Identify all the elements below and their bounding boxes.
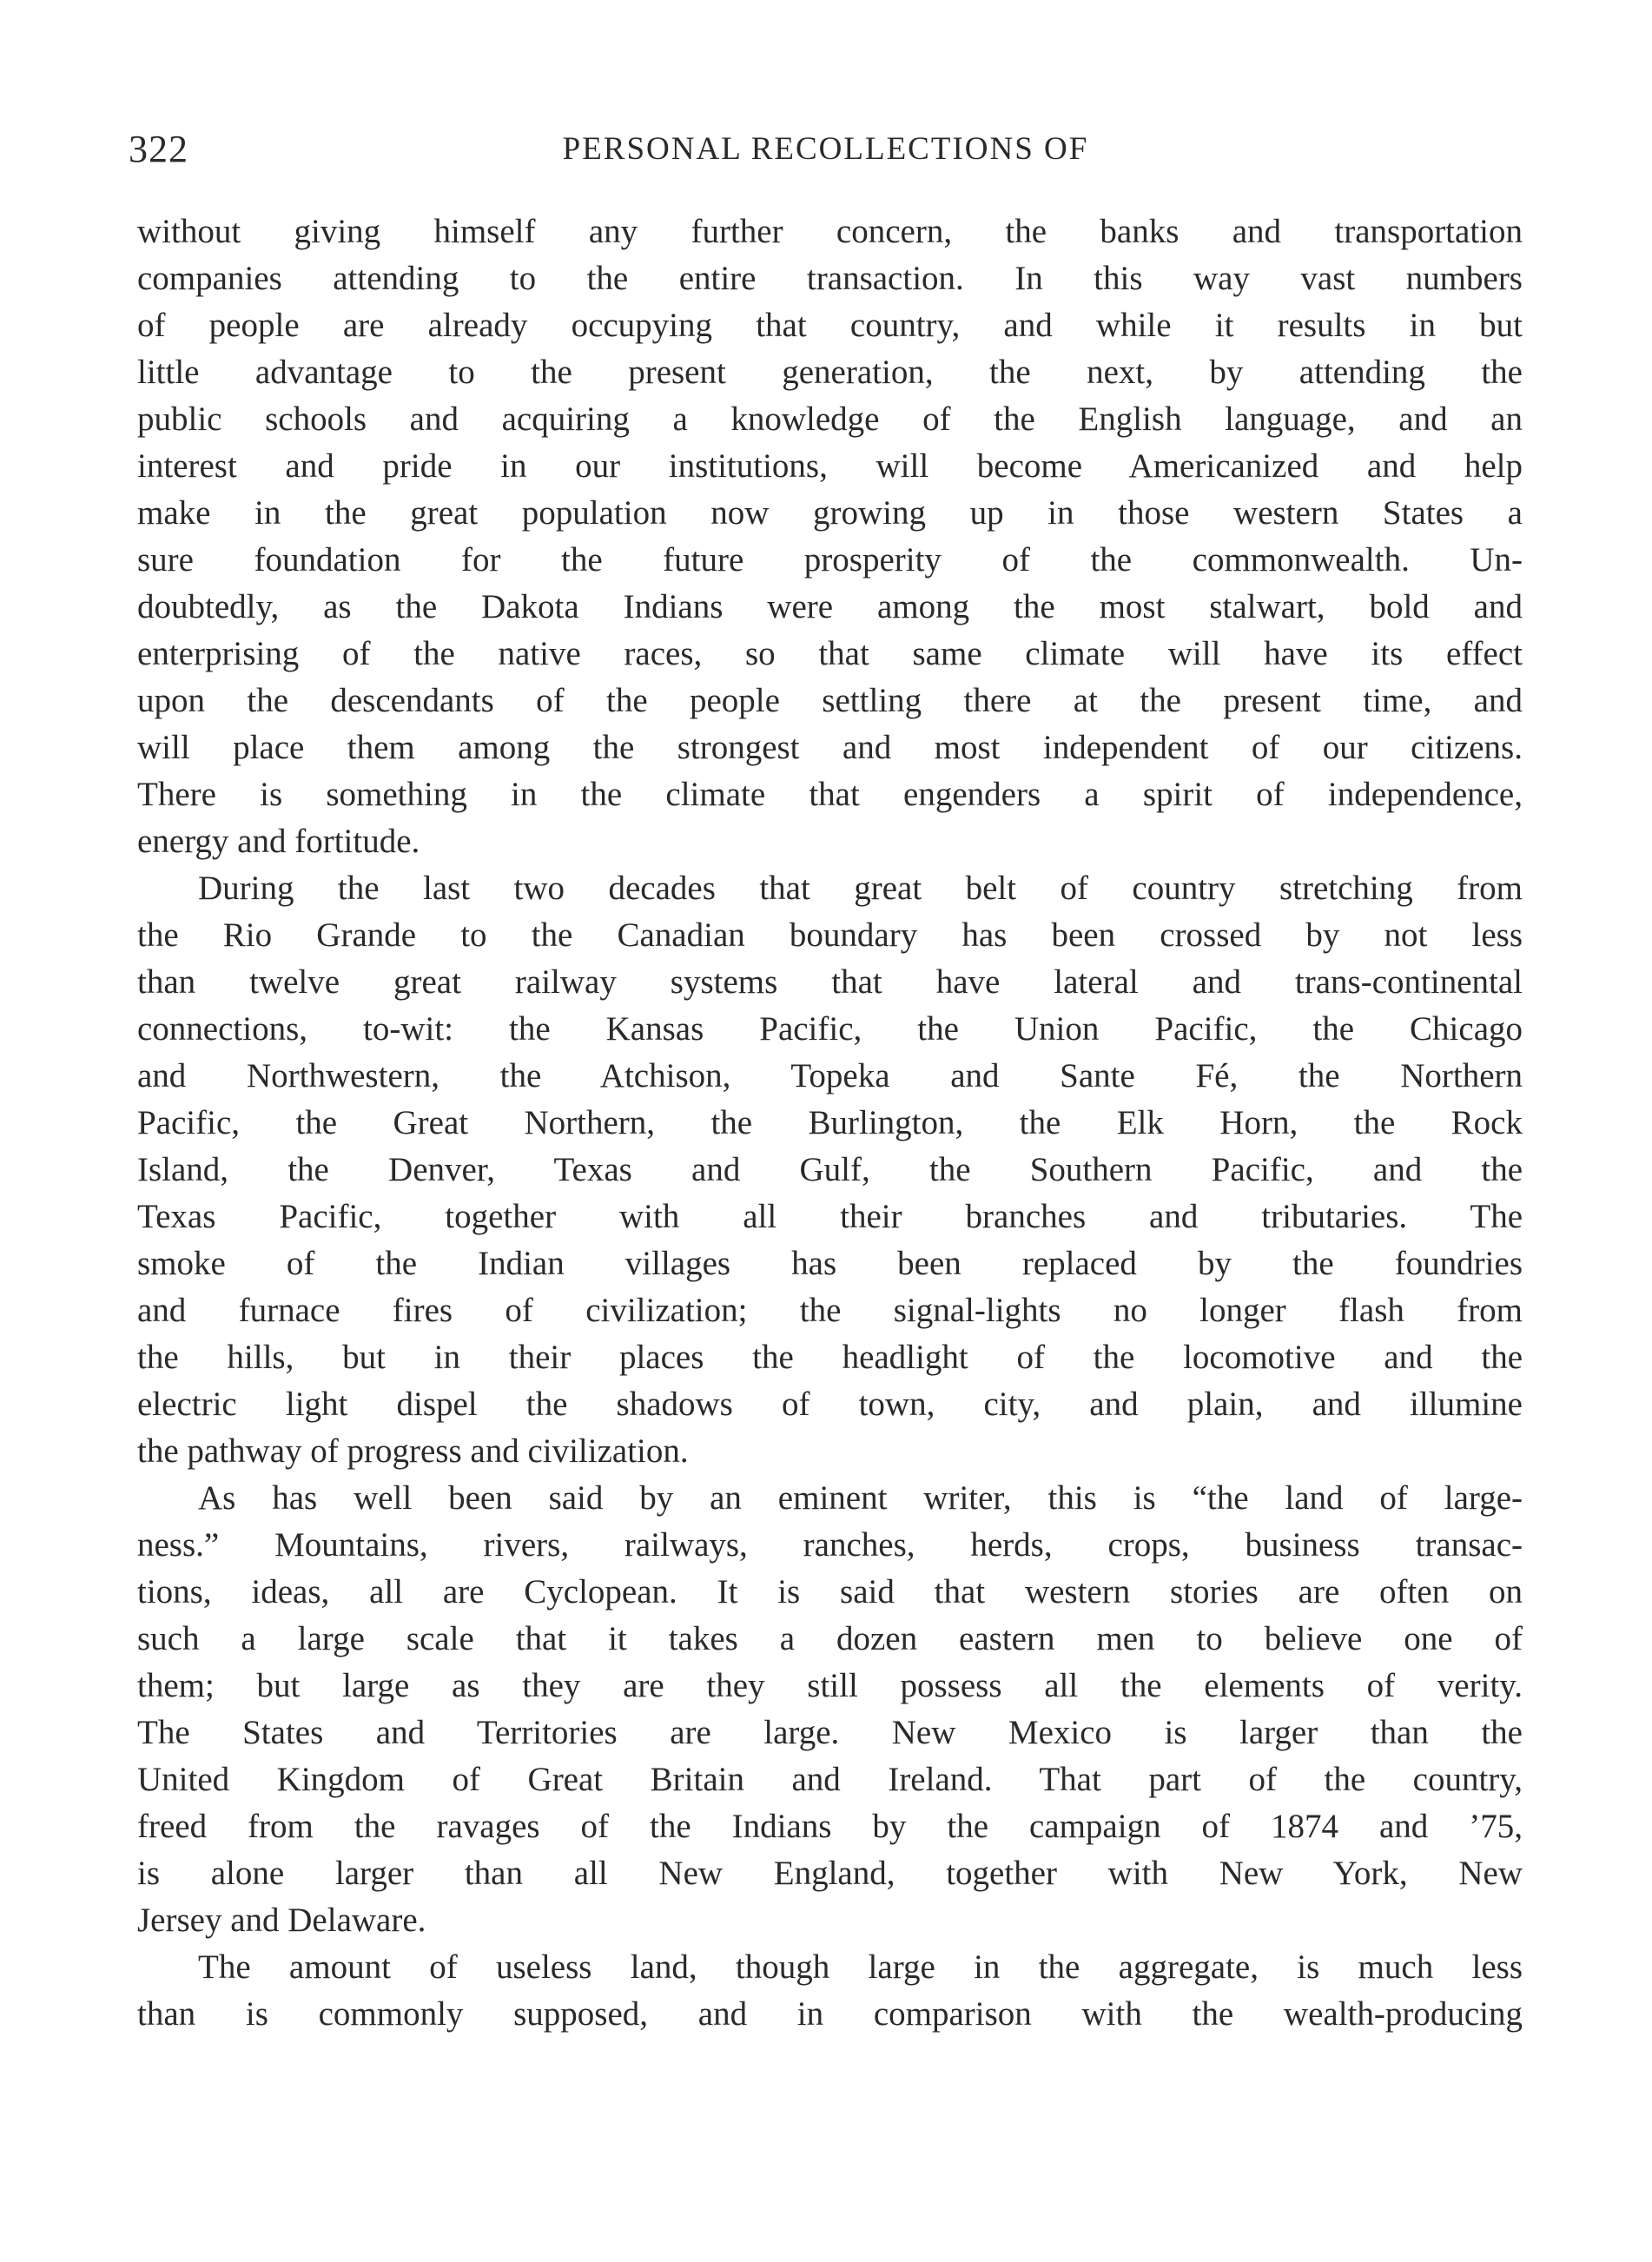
running-title: PERSONAL RECOLLECTIONS OF: [562, 131, 1089, 167]
text-line: will place them among the strongest and most independent of our citizens.: [137, 729, 1523, 766]
page-number: 322: [129, 128, 188, 170]
text-line: little advantage to the present generation, the next, by attending the: [137, 354, 1523, 391]
text-line: The amount of useless land, though large in the aggregate, is much less: [198, 1948, 1523, 1986]
text-line: the Rio Grande to the Canadian boundary has been crossed by not less: [137, 916, 1523, 954]
text-line: There is something in the climate that engenders a spirit of independence,: [137, 776, 1523, 813]
body-text: [137, 208, 1523, 2038]
text-line: energy and fortitude.: [137, 823, 420, 860]
text-line: doubtedly, as the Dakota Indians were among the most stalwart, bold and: [137, 588, 1523, 625]
text-line: them; but large as they are they still possess all the elements of verity.: [137, 1667, 1523, 1704]
text-line: than twelve great railway systems that have lateral and trans-continental: [137, 963, 1523, 1001]
text-line: connections, to-wit: the Kansas Pacific, the Union Pacific, the Chicago: [137, 1010, 1523, 1048]
text-line: public schools and acquiring a knowledge of the English language, and an: [137, 400, 1523, 438]
text-line: Island, the Denver, Texas and Gulf, the Southern Pacific, and the: [137, 1151, 1523, 1188]
text-line: the hills, but in their places the headlight of the locomotive and the: [137, 1339, 1523, 1376]
text-line: than is commonly supposed, and in comparison with the wealth-producing: [137, 1995, 1523, 2033]
text-line: interest and pride in our institutions, will become Americanized and help: [137, 447, 1523, 485]
text-line: The States and Territories are large. New Mexico is larger than the: [137, 1714, 1523, 1751]
text-line: Pacific, the Great Northern, the Burlington, the Elk Horn, the Rock: [137, 1104, 1523, 1141]
text-line: Jersey and Delaware.: [137, 1902, 426, 1939]
text-line: is alone larger than all New England, together with New York, New: [137, 1855, 1523, 1892]
text-line: sure foundation for the future prosperity of the commonwealth. Un-: [137, 541, 1523, 579]
text-line: tions, ideas, all are Cyclopean. It is said that western stories are often on: [137, 1573, 1523, 1611]
text-line: such a large scale that it takes a dozen eastern men to believe one of: [137, 1620, 1523, 1657]
text-line: of people are already occupying that country, and while it results in but: [137, 307, 1523, 344]
text-line: and furnace fires of civilization; the signal-lights no longer flash from: [137, 1292, 1523, 1329]
text-line: upon the descendants of the people settling there at the present time, and: [137, 682, 1523, 719]
text-line: the pathway of progress and civilization.: [137, 1432, 689, 1470]
text-line: Texas Pacific, together with all their branches and tributaries. The: [137, 1198, 1523, 1235]
text-line: without giving himself any further concern, the banks and transportation: [137, 213, 1523, 250]
text-line: and Northwestern, the Atchison, Topeka and Sante Fé, the Northern: [137, 1057, 1523, 1095]
text-line: During the last two decades that great belt of country stretching from: [198, 870, 1523, 907]
text-line: freed from the ravages of the Indians by the campaign of 1874 and ’75,: [137, 1808, 1523, 1845]
text-line: enterprising of the native races, so that same climate will have its effect: [137, 635, 1523, 672]
text-line: electric light dispel the shadows of town, city, and plain, and illumine: [137, 1386, 1523, 1423]
text-line: ness.” Mountains, rivers, railways, ranches, herds, crops, business transac-: [137, 1526, 1523, 1564]
text-line: As has well been said by an eminent writer, this is “the land of large-: [198, 1479, 1523, 1517]
text-line: make in the great population now growing up in those western States a: [137, 494, 1523, 532]
running-head: [129, 123, 1523, 175]
text-line: smoke of the Indian villages has been replaced by the foundries: [137, 1245, 1523, 1282]
text-line: companies attending to the entire transaction. In this way vast numbers: [137, 260, 1523, 297]
text-line: United Kingdom of Great Britain and Ireland. That part of the country,: [137, 1761, 1523, 1798]
